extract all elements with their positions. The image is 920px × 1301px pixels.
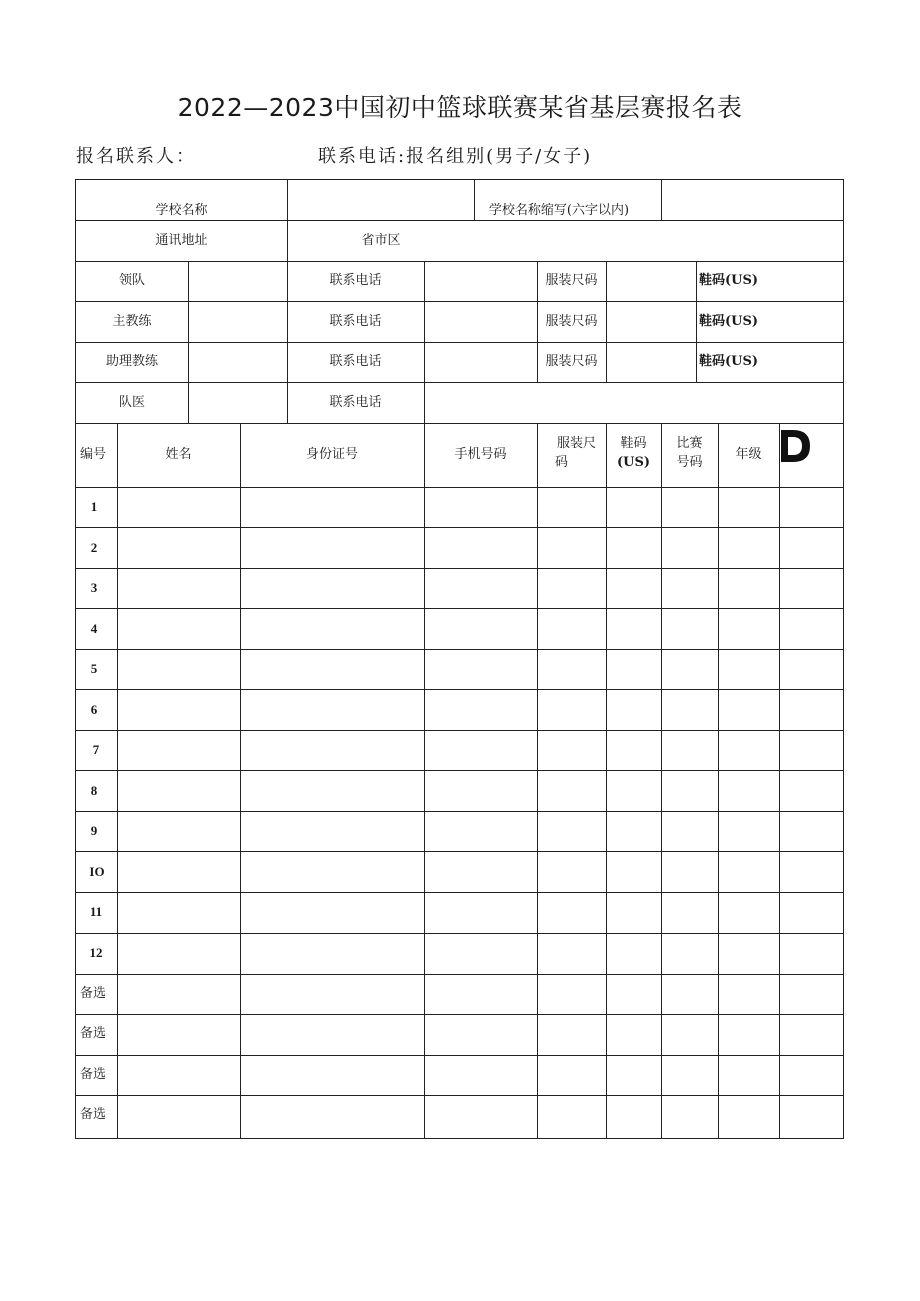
staff-phone-label: 联系电话 xyxy=(329,314,382,329)
grid-line xyxy=(117,423,118,1139)
player-row-number: 9 xyxy=(90,823,98,838)
player-row-number: 4 xyxy=(90,621,98,636)
grid-line xyxy=(76,770,843,771)
staff-size-label: 服装尺码 xyxy=(545,273,598,288)
staff-role: 助理教练 xyxy=(105,354,158,369)
player-row-number: 备选 xyxy=(79,986,106,1001)
school-abbr-label: 学校名称缩写(六字以内) xyxy=(488,203,630,218)
header-size-line2: 码 xyxy=(555,454,569,470)
player-row-number: 备选 xyxy=(79,1107,106,1122)
header-match-line1: 比赛 xyxy=(676,436,703,451)
player-row-number: IO xyxy=(89,864,105,879)
grid-line xyxy=(76,933,843,934)
staff-shoe-label: 鞋码(US) xyxy=(699,314,759,329)
grid-line xyxy=(606,261,607,382)
header-size-line1: 服装尺 xyxy=(556,436,596,451)
staff-shoe-label: 鞋码(US) xyxy=(699,273,759,288)
grid-line xyxy=(537,423,538,1139)
player-row-number: 备选 xyxy=(79,1067,106,1082)
address-placeholder[interactable]: 省市区 xyxy=(361,233,401,248)
contact-person-label: 报名联系人： xyxy=(76,146,196,167)
header-match-number xyxy=(661,435,718,473)
staff-role: 主教练 xyxy=(112,314,152,329)
player-row-number: 3 xyxy=(90,580,98,595)
grid-line xyxy=(606,423,607,1139)
school-abbr-field[interactable] xyxy=(662,181,842,219)
grid-line xyxy=(76,892,843,893)
header-size xyxy=(537,435,606,473)
player-row-number: 8 xyxy=(90,783,98,798)
grid-line xyxy=(240,423,241,1139)
school-name-label: 学校名称 xyxy=(155,203,208,218)
grid-line xyxy=(76,1095,843,1096)
grid-line xyxy=(76,527,843,528)
player-row-number: 2 xyxy=(90,540,98,555)
grid-line xyxy=(76,649,843,650)
form-title: 2022—2023中国初中篮球联赛某省基层赛报名表 xyxy=(177,93,743,122)
grid-line xyxy=(779,423,780,1139)
staff-shoe-label: 鞋码(US) xyxy=(699,354,759,369)
grid-line xyxy=(76,382,843,383)
staff-phone-label: 联系电话 xyxy=(329,395,382,410)
staff-size-label: 服装尺码 xyxy=(545,314,598,329)
grid-line xyxy=(76,568,843,569)
school-name-field[interactable] xyxy=(288,181,474,219)
player-row-number: 7 xyxy=(92,742,100,757)
header-shoe xyxy=(606,435,661,473)
player-row-number: 备选 xyxy=(79,1026,106,1041)
player-row-number: 12 xyxy=(89,945,103,960)
grid-line xyxy=(76,689,843,690)
registration-table xyxy=(75,179,844,1139)
grid-line xyxy=(424,261,425,423)
d-shape-mark xyxy=(778,428,812,464)
grid-line xyxy=(76,261,843,262)
grid-line xyxy=(76,342,843,343)
address-label: 通讯地址 xyxy=(155,233,208,248)
grid-line xyxy=(76,974,843,975)
grid-line xyxy=(718,423,719,1139)
player-row-number: 11 xyxy=(89,904,103,919)
staff-phone-label: 联系电话 xyxy=(329,354,382,369)
header-shoe-line1: 鞋码 xyxy=(620,436,647,451)
staff-size-label: 服装尺码 xyxy=(545,354,598,369)
contact-phone-group-label: 联系电话:报名组别(男子/女子) xyxy=(318,146,593,167)
grid-line xyxy=(661,423,662,1139)
header-shoe-line2: (US) xyxy=(616,454,651,470)
staff-role: 队医 xyxy=(118,395,145,410)
grid-line xyxy=(76,811,843,812)
grid-line xyxy=(76,1055,843,1056)
staff-phone-label: 联系电话 xyxy=(329,273,382,288)
player-row-number: 1 xyxy=(90,499,98,514)
grid-line xyxy=(188,261,189,423)
grid-line xyxy=(424,423,425,1139)
header-name: 姓名 xyxy=(165,447,192,462)
player-row-number: 5 xyxy=(90,661,98,676)
header-grade: 年级 xyxy=(735,447,762,462)
header-no: 编号 xyxy=(79,447,106,462)
grid-line xyxy=(76,851,843,852)
grid-line xyxy=(76,608,843,609)
grid-line xyxy=(76,301,843,302)
grid-line xyxy=(76,730,843,731)
grid-line xyxy=(76,487,843,488)
header-match-line2: 号码 xyxy=(676,454,703,470)
player-row-number: 6 xyxy=(90,702,98,717)
staff-role: 领队 xyxy=(118,273,145,288)
grid-line xyxy=(76,1014,843,1015)
header-id: 身份证号 xyxy=(305,447,358,462)
grid-line xyxy=(76,423,843,424)
header-mobile: 手机号码 xyxy=(454,447,507,462)
